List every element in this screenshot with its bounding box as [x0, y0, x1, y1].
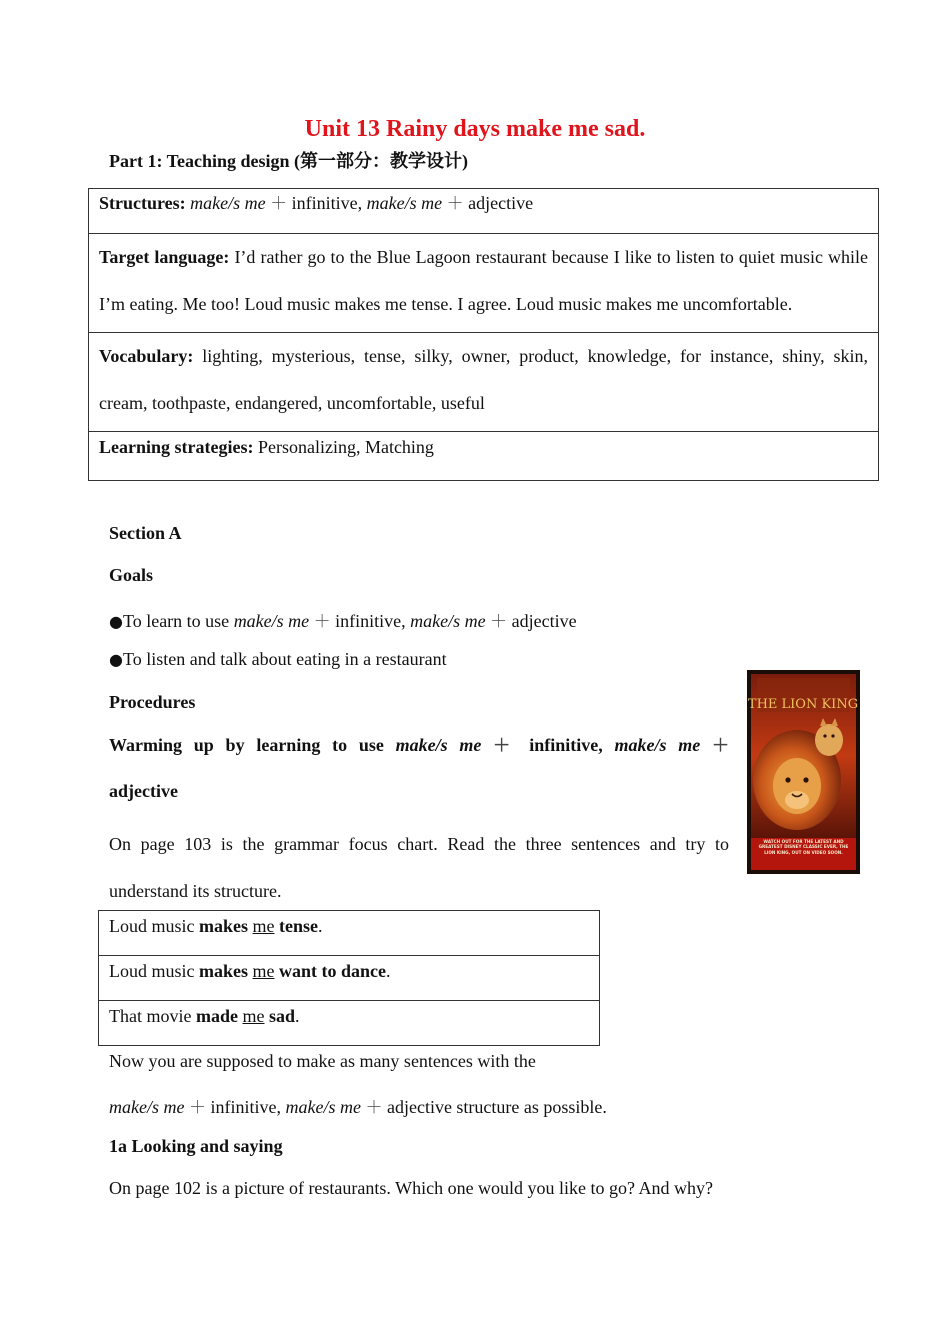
vocabulary-text: lighting, mysterious, tense, silky, owner, product, knowledge, for instance, shiny, skin, cream, toothpaste, endangered, uncomfortable, useful [99, 346, 868, 413]
plus-sign: ＋ [493, 736, 518, 756]
goal-item [109, 607, 577, 632]
lion-king-poster [747, 670, 860, 874]
sentence-verb: makes [199, 916, 248, 936]
goal-pattern: make/s me [410, 611, 486, 631]
table-row [99, 956, 600, 1001]
practice-pattern: make/s me [109, 1097, 185, 1117]
structures-label: Structures: [99, 193, 186, 213]
poster-title: THE LION KING [747, 697, 859, 712]
sentence-subject: That movie [109, 1006, 196, 1026]
sentence-object: me [252, 961, 275, 981]
table-row [89, 189, 879, 234]
plus-sign: ＋ [490, 612, 508, 632]
sentence-subject: Loud music [109, 961, 199, 981]
sentence-period: . [295, 1006, 300, 1026]
warm-adjective: adjective [109, 781, 178, 801]
vocabulary-label: Vocabulary: [99, 346, 194, 366]
table-row [89, 333, 879, 432]
sentence-object: me [252, 916, 275, 936]
intro-paragraph: On page 103 is the grammar focus chart. Read the three sentences and try to understand its structure. [109, 834, 729, 901]
table-row [89, 234, 879, 333]
sentence-period: . [318, 916, 323, 936]
procedures-heading: Procedures [109, 692, 196, 712]
grammar-sentence [99, 956, 600, 1001]
strategies-text: Personalizing, Matching [257, 437, 434, 457]
plus-sign: ＋ [313, 612, 331, 632]
task-1a-text: On page 102 is a picture of restaurants. Which one would you like to go? And why? [109, 1178, 714, 1198]
sentence-complement: want to dance [279, 961, 386, 981]
vocabulary-cell [89, 333, 879, 432]
document-title: Unit 13 Rainy days make me sad. [304, 116, 646, 142]
practice-instruction-cont [109, 1093, 607, 1118]
sentence-object: me [242, 1006, 265, 1026]
table-row [99, 1001, 600, 1046]
plus-sign: ＋ [270, 194, 288, 214]
plus-sign: ＋ [365, 1098, 383, 1118]
structures-text: infinitive, [291, 193, 363, 213]
warm-pattern: make/s me [614, 735, 701, 755]
strategies-label: Learning strategies: [99, 437, 254, 457]
teaching-design-table [88, 188, 879, 481]
strategies-cell [89, 432, 879, 481]
task-1a-heading: 1a Looking and saying [109, 1136, 283, 1156]
sentence-subject: Loud music [109, 916, 199, 936]
sentence-verb: makes [199, 961, 248, 981]
warm-pattern: make/s me [395, 735, 482, 755]
sentence-verb: made [195, 1006, 238, 1026]
sentence-complement: sad [268, 1006, 295, 1026]
poster-caption: WATCH OUT FOR THE LATEST AND GREATEST DISNEY CLASSIC EVER, THE LION KING, OUT ON VIDEO SOON. [758, 839, 849, 855]
bullet-icon: ● [109, 612, 123, 631]
target-language-text: I’d rather go to the Blue Lagoon restaurant because I like to listen to quiet music while I’m eating. Me too! Loud music makes me tense. I agree. Loud music makes me uncomfortable. [99, 247, 868, 314]
target-language-label: Target language: [99, 247, 230, 267]
goal-text: infinitive, [335, 611, 406, 631]
goal-text: To learn to use [122, 611, 230, 631]
target-language-cell [89, 234, 879, 333]
practice-text: adjective structure as possible. [386, 1097, 607, 1117]
structures-cell [89, 189, 879, 234]
warming-up-heading [109, 731, 729, 756]
warm-text: infinitive, [529, 735, 603, 755]
plus-sign: ＋ [446, 194, 464, 214]
goals-heading: Goals [109, 565, 154, 585]
grammar-sentence [99, 911, 600, 956]
goal-text: adjective [511, 611, 577, 631]
section-heading: Section A [109, 523, 182, 543]
warm-text: Warming up by learning to use [109, 735, 384, 755]
goal-item [109, 649, 447, 670]
practice-text: infinitive, [210, 1097, 281, 1117]
grammar-focus-table [98, 910, 600, 1046]
structures-pattern: make/s me [190, 193, 266, 213]
part-heading: Part 1: Teaching design (第一部分：教学设计) [109, 151, 469, 171]
goal-pattern: make/s me [233, 611, 310, 631]
table-row [89, 432, 879, 481]
sentence-period: . [386, 961, 391, 981]
bullet-icon: ● [109, 650, 123, 669]
structures-pattern: make/s me [366, 193, 443, 213]
practice-pattern: make/s me [285, 1097, 361, 1117]
practice-instruction: Now you are supposed to make as many sentences with the [109, 1051, 536, 1071]
table-row [99, 911, 600, 956]
sentence-complement: tense [279, 916, 318, 936]
goal-text: To listen and talk about eating in a restaurant [122, 649, 447, 669]
structures-text: adjective [468, 193, 534, 213]
poster-illustration [747, 670, 860, 874]
plus-sign: ＋ [188, 1098, 206, 1118]
grammar-sentence [99, 1001, 600, 1046]
plus-sign: ＋ [712, 736, 729, 756]
